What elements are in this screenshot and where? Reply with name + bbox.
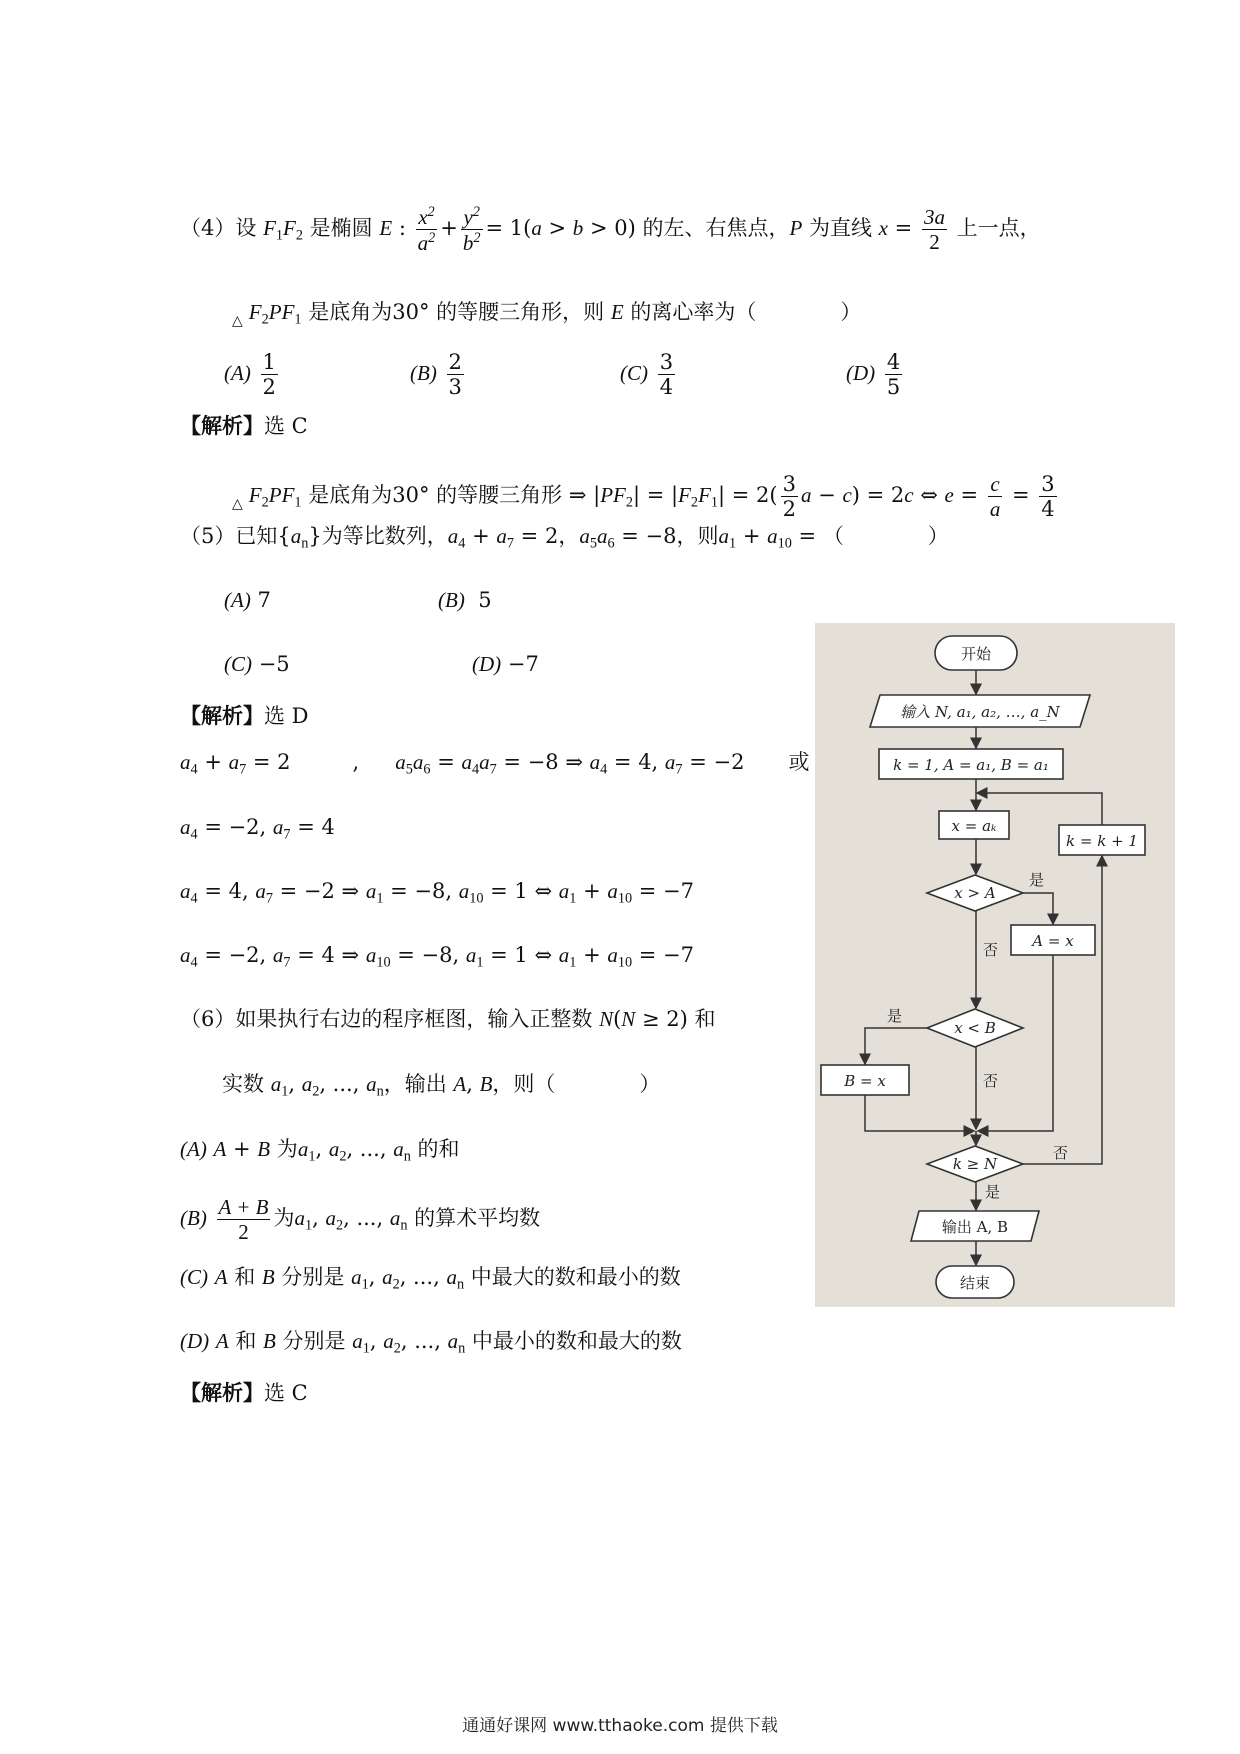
q4-stem-line2: $_\triangle$ $F_2PF_1$ 是底角为30° 的等腰三角形，则 E 的离心率为（ ）: [232, 300, 862, 329]
q6-option-b: (B) $\frac{A + B}{2}$ 为$a_1$, $a_2$, ..., $a_n$ 的算术平均数: [180, 1195, 541, 1245]
assign-x-label: x = aₖ: [951, 817, 997, 835]
cond2-yes: 是: [887, 1007, 903, 1025]
flowchart: [815, 623, 1175, 1307]
q4-stem-line1: （4）设 $F_1F_2$ 是椭圆 E : $\frac{x^2}{a^2}$ + $\frac{y^2}{b^2}$ = 1(a > b > 0) 的左、右焦点，P 为直线 x = $\frac{3a}{2}$ 上一点，: [180, 204, 1041, 255]
flowchart-svg: [815, 623, 1175, 1307]
input-label: 输入 N, a₁, a₂, …, a_N: [900, 703, 1060, 721]
cond2-no: 否: [983, 1072, 999, 1090]
cond1-no: 否: [983, 941, 999, 959]
init-label: k = 1, A = a₁, B = a₁: [893, 756, 1049, 774]
cond1-label: x > A: [954, 884, 996, 902]
set-a-label: A = x: [1032, 932, 1074, 950]
cond3-no: 否: [1053, 1144, 1069, 1162]
end-label: 结束: [959, 1274, 991, 1292]
q5-option-a: (A) 7: [224, 588, 271, 612]
set-b-label: B = x: [844, 1072, 886, 1090]
cond1-yes: 是: [1029, 871, 1045, 889]
triangle-symbol: △: [232, 312, 243, 329]
q4-analysis-formula: $_\triangle$ $F_2PF_1$ 是底角为30° 的等腰三角形 ⇒ $|PF_2| = |F_2F_1| = 2$( $\frac{3}{2}$ a − c) = 2c ⇔ e = $\frac{c}{a}$ = $\frac{3}{4}$: [232, 472, 1055, 522]
q4-analysis-label: 【解析】选 C: [180, 413, 308, 438]
output-label: 输出 A, B: [941, 1218, 1009, 1236]
q5-analysis-line1: $a_4 + a_7 = 2$ , $a_5a_6 = a_4a_7 = -8$ ⇒ $a_4 = 4$, $a_7 = -2$ 或: [180, 750, 810, 778]
q4-option-a: (A) $\frac{1}{2}$: [224, 350, 276, 400]
q5-option-b: (B) 5: [438, 588, 492, 612]
q4-option-d: (D) $\frac{4}{5}$: [846, 350, 901, 400]
page-footer: 通通好课网 www.tthaoke.com 提供下载: [462, 1716, 778, 1736]
start-label: 开始: [960, 645, 992, 663]
q5-option-d: (D) −7: [472, 652, 539, 676]
q5-stem: （5）已知$\{a_n\}$为等比数列，$a_4 + a_7 = 2$，$a_5a_6 = -8$，则$a_1 + a_{10}$ = （ ）: [180, 524, 949, 552]
question-number: （4）: [180, 215, 236, 240]
q6-option-d: (D) A 和 B 分别是 $a_1$, $a_2$, ..., $a_n$ 中最小的数和最大的数: [180, 1329, 682, 1357]
cond3-yes: 是: [985, 1183, 1001, 1201]
q5-option-c: (C) −5: [224, 652, 290, 676]
q6-option-c: (C) A 和 B 分别是 $a_1$, $a_2$, ..., $a_n$ 中最大的数和最小的数: [180, 1265, 681, 1293]
q5-analysis-label: 【解析】选 D: [180, 703, 309, 728]
q6-stem-line2: 实数 $a_1$, $a_2$, ..., $a_n$，输出 A, B，则（ ）: [222, 1072, 661, 1100]
cond2-label: x < B: [954, 1019, 996, 1037]
q5-analysis-line3: $a_4 = 4$, $a_7 = -2$ ⇒ $a_1 = -8$, $a_{10} = 1$ ⇔ $a_1 + a_{10} = -7$: [180, 879, 695, 907]
q6-analysis-label: 【解析】选 C: [180, 1380, 308, 1405]
increment-label: k = k + 1: [1066, 832, 1138, 850]
q5-analysis-line4: $a_4 = -2$, $a_7 = 4$ ⇒ $a_{10} = -8$, $a_1 = 1$ ⇔ $a_1 + a_{10} = -7$: [180, 943, 695, 971]
cond3-label: k ≥ N: [952, 1155, 998, 1173]
q4-option-b: (B) $\frac{2}{3}$: [410, 350, 462, 400]
q6-option-a: (A) A + B 为$a_1$, $a_2$, ..., $a_n$ 的和: [180, 1137, 460, 1165]
q5-analysis-line2: $a_4 = -2$, $a_7 = 4$: [180, 815, 335, 843]
q4-option-c: (C) $\frac{3}{4}$: [620, 350, 674, 400]
q6-stem-line1: （6）如果执行右边的程序框图，输入正整数 N(N ≥ 2) 和: [180, 1007, 716, 1031]
